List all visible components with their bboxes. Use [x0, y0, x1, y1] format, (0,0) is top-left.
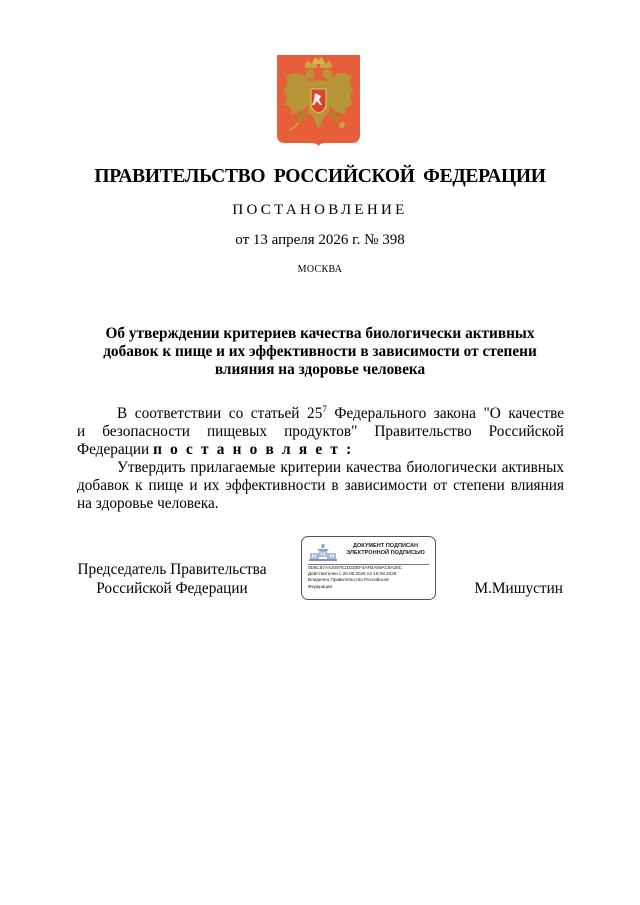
document-date-number: от 13 апреля 2026 г. № 398: [235, 232, 405, 248]
russian-coat-of-arms-icon: [277, 55, 360, 146]
body-line: Утвердить прилагаемые критерии качества биологически активных: [117, 459, 564, 476]
body-line: и безопасности пищевых продуктов" Правительство Российской: [77, 423, 564, 440]
position-line: Председатель Правительства: [77, 561, 267, 578]
body-line: [77, 405, 564, 423]
owner-line: Федерации: [308, 583, 333, 589]
decree-word: п о с т а н о в л я е т :: [153, 441, 354, 458]
document-heading: [86, 325, 554, 379]
body-text-fragment: Федерального закона "О качестве: [326, 405, 564, 422]
stamp-title: [339, 543, 432, 557]
body-line: на здоровье человека.: [77, 495, 219, 512]
heading-line: влияния на здоровье человека: [214, 361, 426, 378]
electronic-signature-stamp: [301, 536, 436, 600]
stamp-info: [308, 565, 431, 590]
body-text-fragment: Федерации: [77, 441, 154, 458]
article-superscript: 7: [322, 404, 327, 414]
stamp-title-line: ЭЛЕКТРОННОЙ ПОДПИСЬЮ: [346, 550, 425, 556]
government-title: ПРАВИТЕЛЬСТВО РОССИЙСКОЙ ФЕДЕРАЦИИ: [94, 166, 546, 187]
body-text-fragment: В соответствии со статьей 25: [117, 405, 323, 422]
certificate-number: 0D6C87AA2097E2D2DEF4AFBA69AC8A38C: [308, 565, 402, 570]
government-building-icon: [308, 543, 338, 563]
validity-period: Действителен с 26.06.2025 по 19.09.2026: [308, 571, 397, 577]
heading-line: Об утверждении критериев качества биологически активных: [105, 325, 535, 342]
document-type: ПОСТАНОВЛЕНИЕ: [232, 202, 408, 218]
owner-line: Владелец Правительство Российской: [308, 577, 389, 583]
signatory-position: [77, 560, 267, 598]
stamp-title-line: ДОКУМЕНТ ПОДПИСАН: [352, 543, 419, 549]
body-line: добавок к пище и их эффективности в зависимости от степени влияния: [77, 477, 564, 494]
heading-line: добавок к пище и их эффективности в зависимости от степени: [103, 343, 537, 360]
signatory-name: М.Мишустин: [474, 580, 563, 597]
body-line: [77, 441, 564, 459]
position-line: Российской Федерации: [96, 580, 248, 597]
document-body: [77, 405, 564, 513]
document-city: МОСКВА: [297, 264, 343, 275]
